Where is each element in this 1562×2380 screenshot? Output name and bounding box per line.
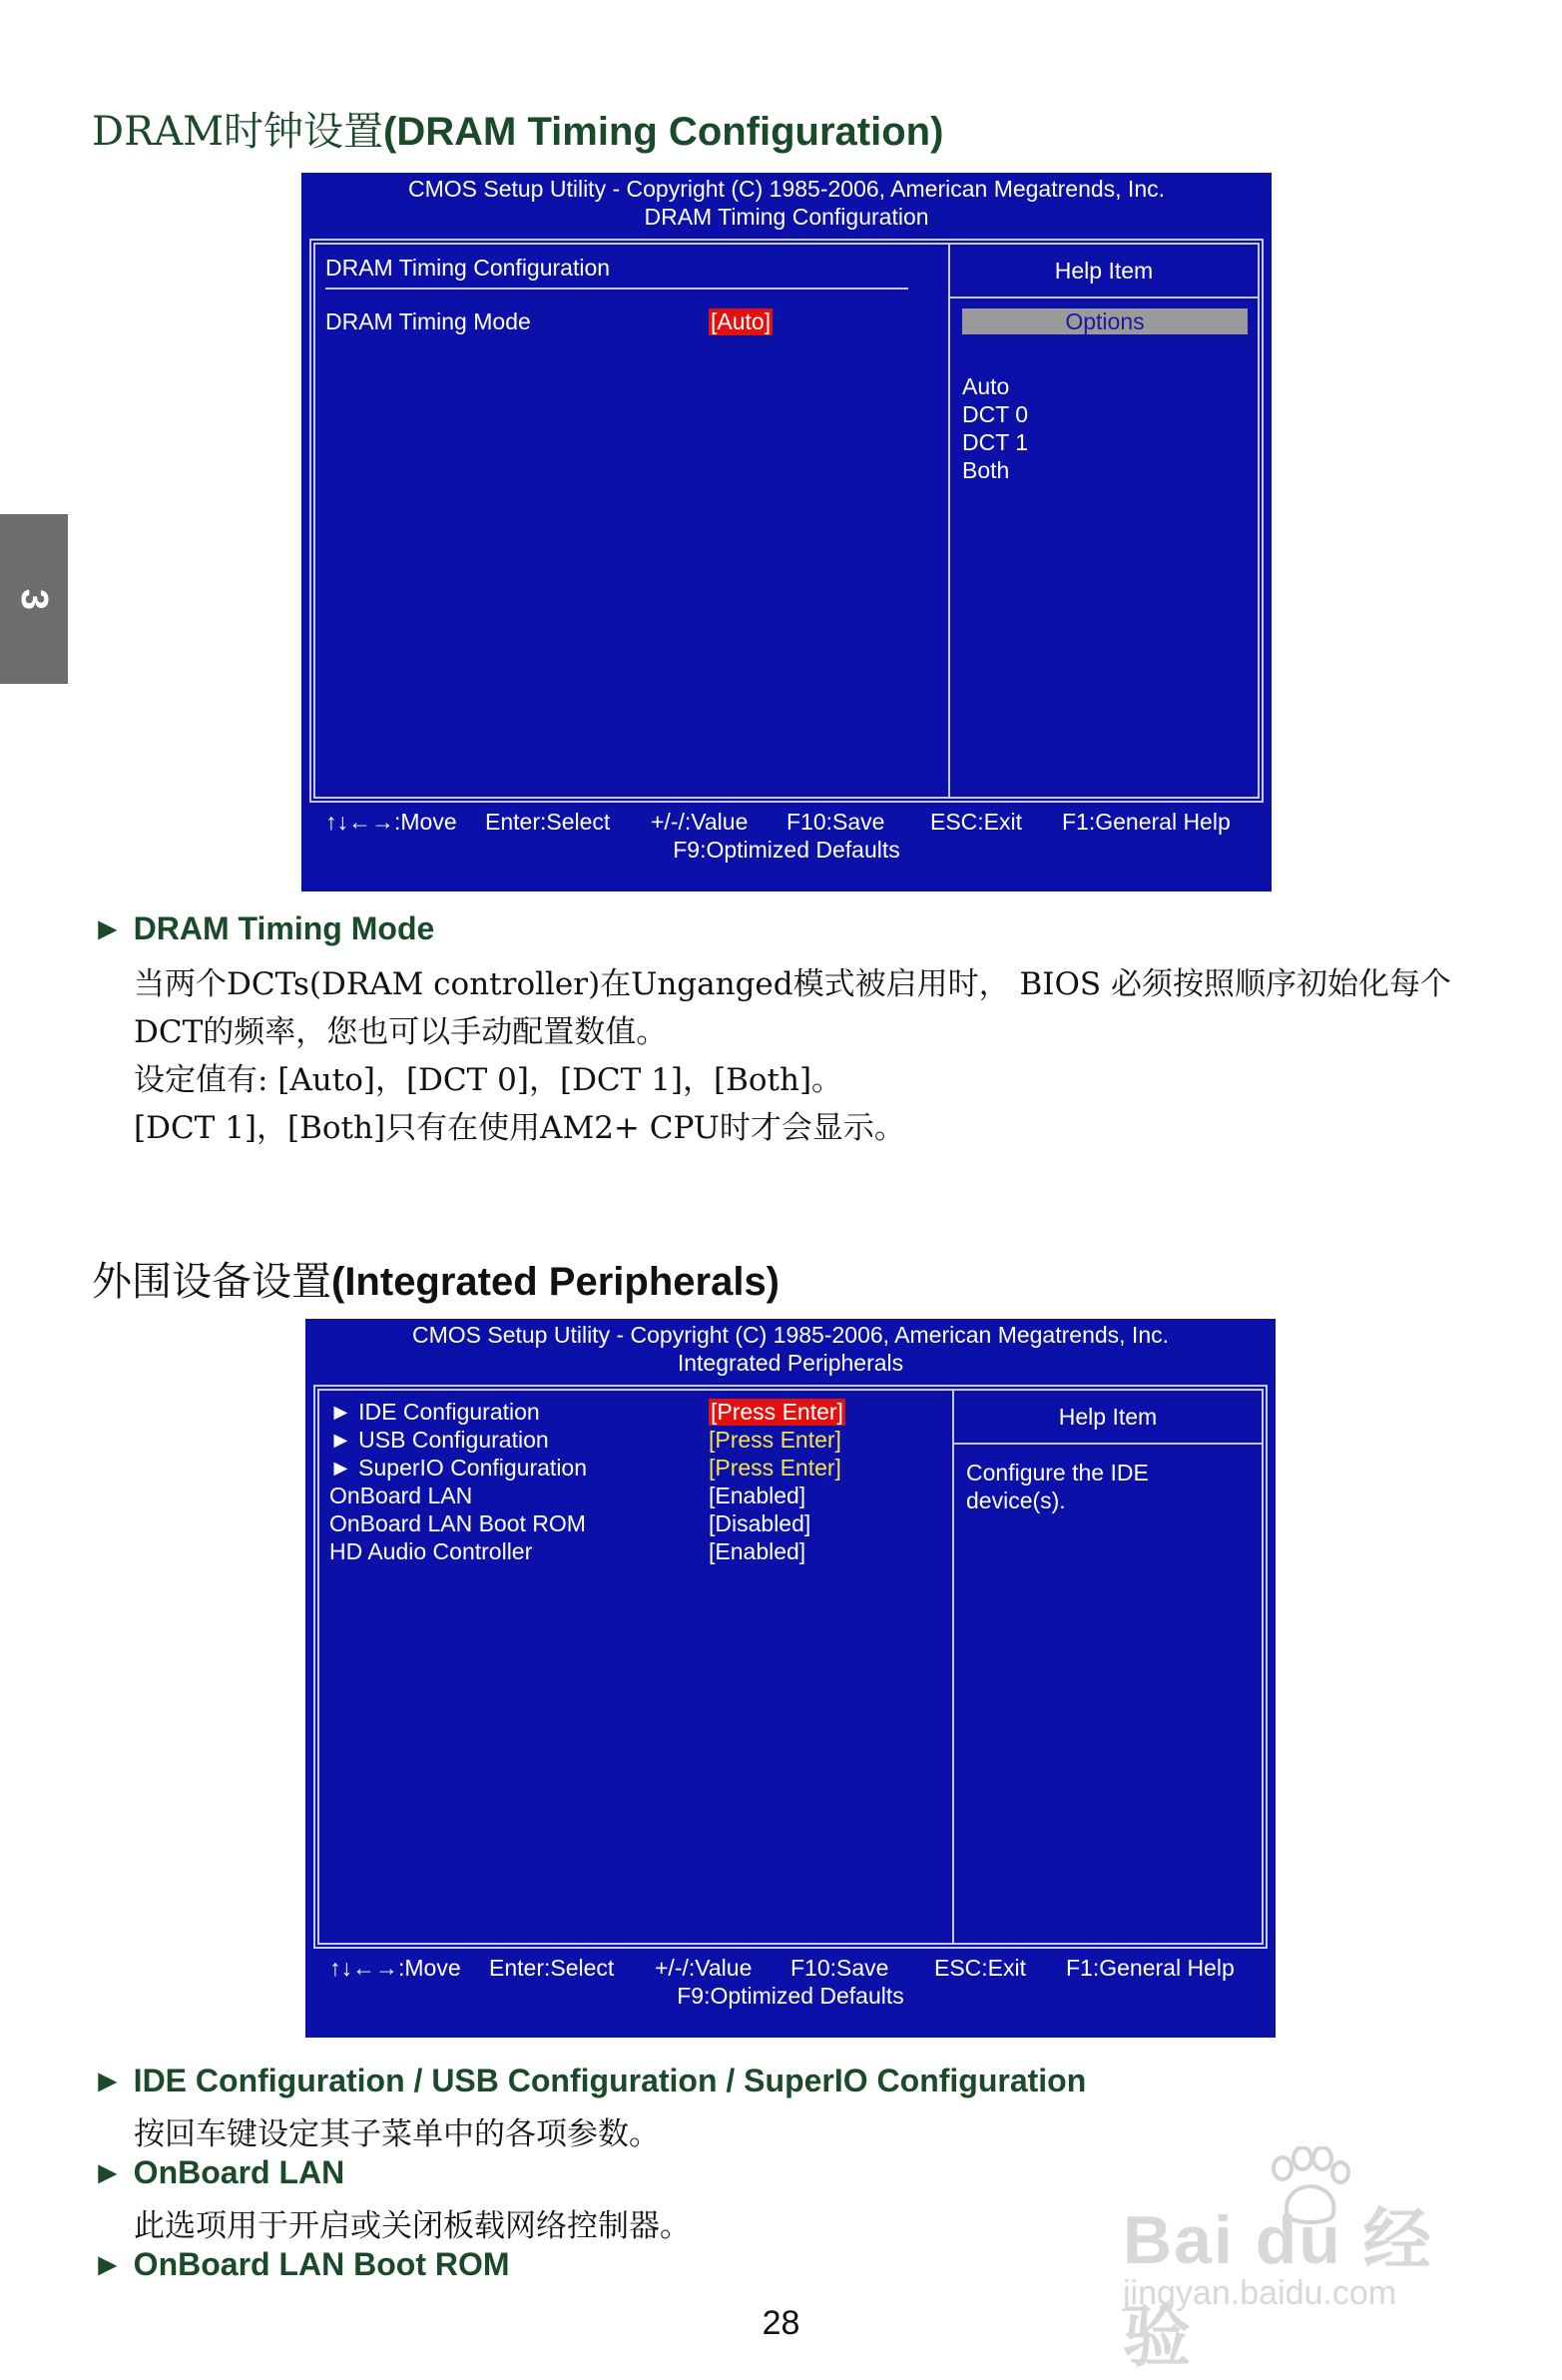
help-title: Help Item (950, 245, 1258, 298)
triangle-bullet-icon: ► (92, 2063, 124, 2098)
heading-cn: 外围设备设置 (92, 1259, 331, 1305)
watermark-brand: Bai du 经验 (1123, 2202, 1433, 2375)
section-title-onboard-lan (92, 2154, 344, 2191)
setting-label: OnBoard LAN Boot ROM (329, 1510, 586, 1536)
section-title-text: OnBoard LAN Boot ROM (133, 2246, 510, 2282)
triangle-bullet-icon: ► (92, 910, 124, 946)
section-title-text: OnBoard LAN (133, 2154, 345, 2190)
footer-select: Enter:Select (489, 1955, 615, 1981)
bios-header-page: Integrated Peripherals (677, 1350, 904, 1376)
heading-en: (Integrated Peripherals) (331, 1260, 781, 1304)
footer-value: +/-/:Value (651, 809, 749, 835)
page-number: 28 (762, 2304, 800, 2342)
bios-header-page: DRAM Timing Configuration (644, 204, 929, 230)
setting-label: ► SuperIO Configuration (329, 1455, 588, 1481)
bios-footer (301, 808, 1272, 864)
footer-defaults: F9:Optimized Defaults (673, 837, 900, 863)
setting-value[interactable]: [Disabled] (709, 1510, 811, 1536)
paragraph-line: 当两个DCTs(DRAM controller)在Unganged模式被启用时， BIOS 必须按照顺序初始化每个 (134, 966, 1451, 1002)
option-item[interactable]: Auto (962, 373, 1010, 399)
section-title-onboard-lan-boot-rom (92, 2246, 510, 2283)
section-title-text: IDE Configuration / USB Configuration / SuperIO Configuration (133, 2063, 1087, 2098)
setting-value[interactable]: [Auto] (711, 308, 772, 334)
bios-settings-panel (319, 1391, 954, 1943)
setting-row-ide-configuration[interactable] (329, 1399, 928, 1427)
setting-row-onboard-lan[interactable] (329, 1483, 928, 1510)
help-title: Help Item (954, 1391, 1262, 1445)
bios-footer (305, 1954, 1276, 2010)
paragraph-line: [DCT 1]，[Both]只有在使用AM2+ CPU时才会显示。 (134, 1110, 905, 1146)
bios-screen-integrated-peripherals (305, 1319, 1276, 2038)
footer-save: F10:Save (786, 809, 885, 835)
paragraph-line: 设定值有: [Auto]，[DCT 0]，[DCT 1]，[Both]。 (134, 1062, 843, 1098)
section-title-ide-usb-superio (92, 2063, 1086, 2099)
heading-en: (DRAM Timing Configuration) (383, 110, 944, 154)
option-item[interactable]: DCT 0 (962, 401, 1029, 427)
footer-select: Enter:Select (485, 809, 611, 835)
bios-header (301, 173, 1272, 231)
footer-value: +/-/:Value (655, 1955, 753, 1981)
paragraph-line: DCT的频率，您也可以手动配置数值。 (134, 1014, 668, 1050)
heading-cn: DRAM时钟设置 (92, 109, 384, 155)
bios-settings-panel (315, 245, 950, 797)
setting-value[interactable]: [Press Enter] (709, 1455, 841, 1481)
bios-screen-dram-timing (301, 173, 1272, 892)
section-heading-integrated-peripherals (92, 1250, 780, 1307)
option-item[interactable]: Both (962, 457, 1010, 483)
footer-help: F1:General Help (1062, 809, 1231, 835)
setting-value[interactable]: [Press Enter] (711, 1399, 843, 1425)
paragraph-line: 按回车键设定其子菜单中的各项参数。 (134, 2116, 660, 2152)
setting-row-superio-configuration[interactable] (329, 1455, 928, 1483)
help-text (966, 1459, 1266, 1514)
footer-save: F10:Save (790, 1955, 889, 1981)
footer-help: F1:General Help (1066, 1955, 1235, 1981)
footer-move: ↑↓←→:Move (325, 809, 457, 835)
bios-frame (313, 1385, 1268, 1949)
paragraph-line: 此选项用于开启或关闭板载网络控制器。 (134, 2208, 691, 2244)
option-item[interactable]: DCT 1 (962, 429, 1029, 455)
footer-exit: ESC:Exit (934, 1955, 1027, 1981)
help-panel (954, 1391, 1262, 1943)
setting-value[interactable]: [Enabled] (709, 1538, 806, 1564)
chapter-tab (0, 514, 68, 684)
setting-row-usb-configuration[interactable] (329, 1427, 928, 1455)
bios-header-copyright: CMOS Setup Utility - Copyright (C) 1985-2006, American Megatrends, Inc. (407, 176, 1166, 202)
bios-header (305, 1319, 1276, 1377)
baidu-watermark (1113, 2146, 1492, 2375)
section-title-dram-timing-mode (92, 910, 434, 947)
triangle-bullet-icon: ► (92, 2246, 124, 2282)
setting-row-hd-audio-controller[interactable] (329, 1538, 928, 1566)
section-title-text: DRAM Timing Mode (133, 910, 435, 946)
setting-value[interactable]: [Enabled] (709, 1483, 806, 1508)
help-panel (950, 245, 1258, 797)
setting-label: ► IDE Configuration (329, 1399, 540, 1425)
options-header: Options (962, 308, 1248, 334)
help-text-line: device(s). (966, 1488, 1066, 1513)
bios-header-copyright: CMOS Setup Utility - Copyright (C) 1985-2006, American Megatrends, Inc. (411, 1322, 1170, 1348)
footer-defaults: F9:Optimized Defaults (677, 1983, 904, 2009)
footer-exit: ESC:Exit (930, 809, 1023, 835)
panel-title: DRAM Timing Configuration (325, 255, 908, 290)
setting-value[interactable]: [Press Enter] (709, 1427, 841, 1453)
setting-label: ► USB Configuration (329, 1427, 549, 1453)
options-list (962, 372, 1258, 484)
setting-label: OnBoard LAN (329, 1483, 473, 1508)
section-heading-dram-timing (92, 100, 943, 157)
help-text-line: Configure the IDE (966, 1460, 1149, 1486)
setting-row-onboard-lan-boot-rom[interactable] (329, 1510, 928, 1538)
footer-move: ↑↓←→:Move (329, 1955, 461, 1981)
setting-label: DRAM Timing Mode (325, 308, 531, 334)
triangle-bullet-icon: ► (92, 2154, 124, 2190)
chapter-number: 3 (13, 588, 56, 610)
setting-row-dram-timing-mode[interactable] (325, 308, 924, 336)
watermark-url: jingyan.baidu.com (1123, 2274, 1397, 2312)
bios-frame (309, 239, 1264, 803)
setting-label: HD Audio Controller (329, 1538, 533, 1564)
